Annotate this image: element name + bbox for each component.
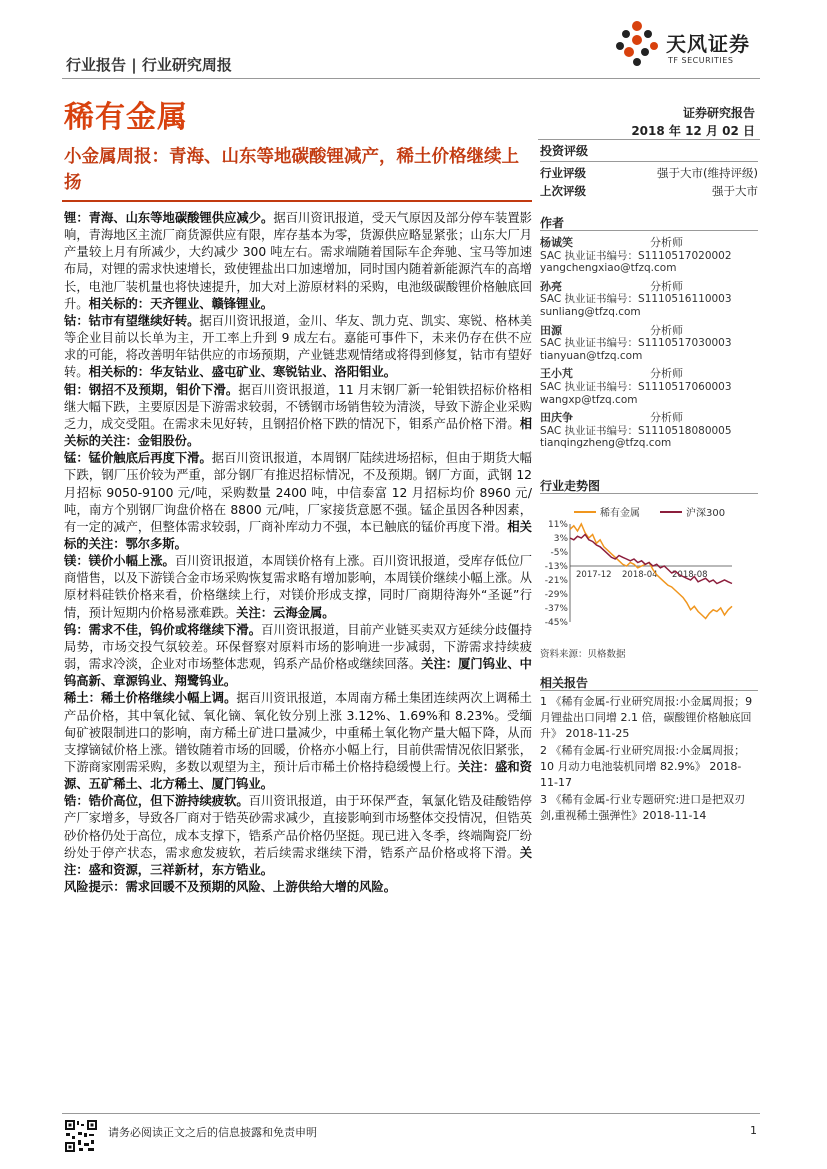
rating-row-current [540, 164, 758, 182]
logo-subtext: TF SECURITIES [668, 56, 734, 65]
author-name: 孙亮 [540, 279, 562, 293]
author-entry [540, 237, 758, 275]
paragraph-lead: 钼：钢招不及预期，钼价下滑。 [64, 382, 239, 397]
paragraph-tail: 相关标的：华友钴业、盛屯矿业、寒锐钴业、洛阳钼业。 [88, 365, 397, 380]
related-section-header [540, 674, 758, 691]
footer-disclaimer: 请务必阅读正文之后的信息披露和免责申明 [108, 1126, 317, 1139]
document-title: 小金属周报：青海、山东等地碳酸锂减产，稀土价格继续上扬 [64, 147, 519, 193]
paragraph-lithium [64, 210, 532, 313]
paragraph-lead: 钴：钴市有望继续好转。 [64, 313, 200, 328]
paragraph-risk [64, 879, 532, 896]
x-tick-label: 2018-08 [672, 570, 708, 580]
sidebar-divider [538, 139, 760, 140]
author-name: 田庆争 [540, 411, 573, 425]
x-tick-label: 2018-04 [622, 570, 658, 580]
paragraph-text: 百川资讯报道，本周镁价格有上涨。百川资讯报道，受库存低位厂商惜售，以及下游镁合金市场采购恢复需求略有增加影响，本周镁价继续小幅上涨。从原材料硅铁价格来看，价格继续上行，对镁价形成支撑，同时厂商期待海外“圣诞”行情，预计短期内价格易涨难跌。 [64, 554, 532, 620]
chart-section-header [540, 477, 758, 494]
authors-divider [540, 230, 758, 231]
paragraph-text: 据百川资讯报道，金川、华友、凯力克、凯实、寒锐、格林美等企业目前以长单为主，开工率上升到 9 成左右。嘉能可事件下，未来仍存在供不应求的可能，将改善明年钴供应的市场预期，产业链悲观情绪或将得到修复，钴市有望好转。 [64, 313, 532, 380]
legend-label: 稀有金属 [600, 508, 640, 519]
paragraph-lead: 镁：镁价小幅上涨。 [64, 554, 175, 569]
author-cert: SAC 执业证书编号：S1110518080005 [540, 424, 732, 437]
author-title: 分析师 [650, 279, 683, 293]
header-divider [62, 78, 760, 79]
author-cert: SAC 执业证书编号：S1110517020002 [540, 249, 732, 262]
paragraph-zirconium [64, 793, 532, 879]
author-name: 田源 [540, 323, 562, 337]
paragraph-text: 据百川资讯报道，11 月末钢厂新一轮钼铁招标价格相继大幅下跌，主要原因是下游需求较弱，不锈钢市场销售较为清淡，导致下游企业采购乏力，成交受阻。在需求未见好转，且钢招价格下跌的情况下，钼系产品价格下滑。 [64, 382, 532, 431]
author-entry [540, 281, 758, 319]
footer-divider [62, 1113, 760, 1114]
author-cert: SAC 执业证书编号：S1110516110003 [540, 293, 732, 306]
author-email[interactable]: tianyuan@tfzq.com [540, 349, 643, 362]
rating-title: 投资评级 [540, 144, 589, 158]
paragraph-tail: 相关标的关注：鄂尔多斯。 [64, 519, 532, 551]
paragraph-lead: 风险提示：需求回暖不及预期的风险、上游供给大增的风险。 [64, 880, 397, 895]
author-name: 王小芃 [540, 367, 573, 381]
author-entry [540, 325, 758, 363]
paragraph-tail: 关注：盛和资源、五矿稀土、北方稀土、厦门钨业。 [64, 760, 532, 792]
related-title: 相关报告 [540, 676, 589, 690]
paragraph-text: 据百川资讯报道，本周南方稀土集团连续两次上调稀土产品价格，其中氧化铽、氧化镝、氧化钕分别上涨 3.12%、1.69%和 8.23%。受缅甸矿被限制进口的影响，南方稀土矿进口量减少，中重稀土氧化物产量大幅下降，从而支撑镝铽价格上涨。镨钕随着市场的回暖，价格亦小幅上行，目前供需情况依旧紧张，下游商家刚需采购，多数以观望为主，预计后市稀土价格持稳缓慢上行。 [64, 691, 532, 774]
y-tick-label: 3% [553, 534, 568, 544]
author-entry [540, 412, 758, 450]
paragraph-tail: 相关标的：天齐锂业、赣锋锂业。 [88, 296, 274, 311]
trend-chart [540, 502, 760, 632]
breadcrumb: 行业报告 | 行业研究周报 [66, 56, 232, 74]
paragraph-tail: 相关标的关注：金钼股份。 [64, 416, 532, 449]
authors-title: 作者 [540, 216, 565, 230]
y-tick-label: -21% [544, 576, 568, 586]
y-tick-label: -13% [544, 562, 568, 572]
rating-section [540, 143, 758, 200]
rating-divider [540, 161, 758, 162]
paragraph-rare-earth [64, 690, 532, 793]
y-tick-label: -5% [550, 548, 568, 558]
x-tick-label: 2017-12 [576, 570, 612, 580]
y-tick-label: -37% [544, 604, 568, 614]
paragraph-magnesium [64, 553, 532, 622]
report-body [64, 210, 532, 896]
author-name: 杨诚笑 [540, 236, 573, 249]
paragraph-text: 据百川资讯报道，受天气原因及部分停车装置影响，青海地区主流厂商货源供应有限，库存基本为零，货源供应略显紧张；山东大厂月产量较上月有所减少，大约减少 300 吨左右。需求端随着国际车企奔驰、宝马等加速布局，对锂的需求快速增长，致使锂盐出口加速增加，同时国内随着新能源汽车的高增长，电池厂装机量也将快速提升，加大对上游原材料的采购，电池级碳酸锂价格触底回升。 [64, 211, 532, 311]
author-email[interactable]: wangxp@tfzq.com [540, 393, 638, 406]
paragraph-lead: 钨：需求不佳，钨价或将继续下滑。 [64, 622, 262, 637]
paragraph-text: 据百川资讯报道，本周钢厂陆续进场招标，但由于期货大幅下跌，钢厂压价较为严重，部分钢厂有推迟招标情况，不及预期。钢厂方面，武钢 12 月招标 9050-9100 元/吨，采购数量 2400 吨，中信泰富 12 月招标均价 8960 元/吨，南方个别钢厂询盘价格在 8800 元/吨，厂家接货意愿不强。锰企虽因各种因素，有一定的减产，但整体需求较弱，厂商补库动力不强，本已触底的锰价再度下滑。 [64, 451, 532, 534]
report-date: 2018 年 12 月 02 日 [631, 124, 755, 138]
paragraph-tail: 关注：盛和资源，三祥新材，东方锆业。 [64, 845, 532, 877]
industry-title: 稀有金属 [64, 100, 188, 135]
paragraph-lead: 锰：锰价触底后再度下滑。 [64, 451, 212, 466]
rating-label: 上次评级 [540, 184, 586, 198]
author-title: 分析师 [650, 411, 683, 425]
author-title: 分析师 [650, 236, 683, 249]
paragraph-text: 百川资讯报道，目前产业链买卖双方延续分歧僵持局势，市场交投气氛较差。环保督察对原料市场的影响进一步减弱，下游需求持续疲弱，需求冷淡，企业对市场整体悲观，钨系产品价格或继续回落。 [64, 622, 532, 672]
related-report-link[interactable]: 2 《稀有金属-行业研究周报:小金属周报；10 月动力电池装机同增 82.9%》 2018-11-17 [540, 744, 746, 789]
chart-section-title: 行业走势图 [540, 479, 601, 493]
rating-value: 强于大市 [712, 184, 758, 198]
y-tick-label: 11% [547, 520, 568, 530]
author-cert: SAC 执业证书编号：S1110517060003 [540, 380, 732, 393]
related-report-link[interactable]: 1 《稀有金属-行业研究周报:小金属周报；9 月锂盐出口同增 2.1 倍，碳酸锂价格触底回升》 2018-11-25 [540, 695, 753, 740]
rating-value: 强于大市(维持评级) [657, 166, 758, 180]
author-title: 分析师 [650, 323, 683, 337]
paragraph-lead: 锆：锆价高位，但下游持续疲软。 [64, 794, 249, 809]
author-title: 分析师 [650, 367, 683, 381]
related-list [540, 694, 758, 825]
y-tick-label: -29% [544, 590, 568, 600]
paragraph-lead: 锂：青海、山东等地碳酸锂供应减少。 [64, 211, 274, 225]
author-entry [540, 368, 758, 406]
authors-section [540, 214, 758, 456]
logo-text: 天风证券 [666, 32, 750, 56]
logo-mark-icon [610, 18, 664, 70]
author-email[interactable]: sunliang@tfzq.com [540, 305, 641, 318]
report-type: 证券研究报告 [682, 106, 755, 120]
chart-source: 资料来源：贝格数据 [540, 649, 626, 660]
rating-label: 行业评级 [540, 166, 586, 180]
y-tick-label: -45% [544, 618, 568, 628]
related-report-link[interactable]: 3 《稀有金属-行业专题研究:进口是把双刃剑,重视稀土强弹性》2018-11-14 [540, 793, 746, 822]
paragraph-tail: 关注：厦门钨业、中钨高新、章源钨业、翔鹭钨业。 [64, 657, 532, 689]
paragraph-manganese [64, 450, 532, 553]
paragraph-molybdenum [64, 382, 532, 451]
legend-label: 沪深300 [686, 508, 726, 519]
author-cert: SAC 执业证书编号：S1110517030003 [540, 337, 732, 350]
page-number: 1 [750, 1124, 757, 1137]
chart-divider [540, 493, 758, 494]
author-email[interactable]: tianqingzheng@tfzq.com [540, 437, 672, 450]
paragraph-lead: 稀土：稀土价格继续小幅上调。 [64, 691, 237, 706]
paragraph-tail: 关注：云海金属。 [236, 605, 335, 620]
paragraph-cobalt [64, 313, 532, 382]
paragraph-text: 百川资讯报道，由于环保严查，氧氯化锆及硅酸锆停产厂家增多，导致各厂商对于锆英砂需求减少，直接影响到市场整体交投情况，但锆英砂价格仍处于高位，成本支撑下，锆系产品价格仍坚挺。现已进入冬季，终端陶瓷厂纷纷处于停产状态，需求愈发疲软，若后续需求继续下滑，锆系产品价格或将下滑。 [64, 794, 532, 860]
author-email[interactable]: yangchengxiao@tfzq.com [540, 262, 677, 275]
title-divider [62, 200, 532, 202]
related-divider [540, 690, 758, 691]
qr-code-icon [64, 1119, 98, 1153]
rating-row-previous [540, 182, 758, 200]
paragraph-tungsten [64, 622, 532, 691]
